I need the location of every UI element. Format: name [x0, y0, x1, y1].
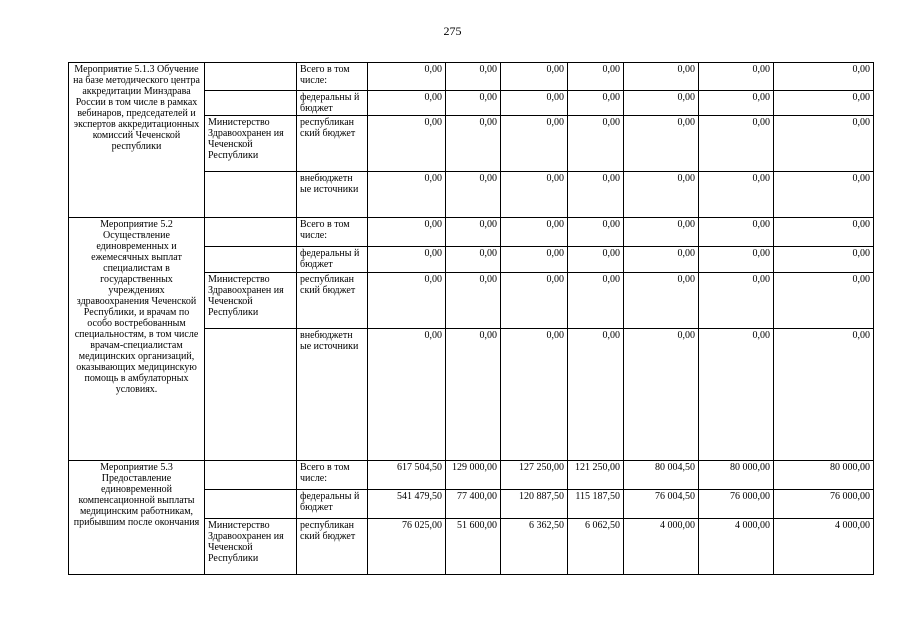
- value-cell: 0,00: [774, 91, 874, 116]
- funding-source-cell: Всего в том числе:: [297, 218, 368, 247]
- value-cell: 0,00: [568, 247, 624, 273]
- value-cell: 0,00: [368, 273, 446, 329]
- value-cell: 0,00: [568, 116, 624, 172]
- value-cell: 0,00: [501, 218, 568, 247]
- value-cell: 0,00: [501, 273, 568, 329]
- value-cell: 6 062,50: [568, 519, 624, 575]
- value-cell: 0,00: [699, 63, 774, 91]
- executor-cell-empty: [205, 329, 297, 461]
- value-cell: 121 250,00: [568, 461, 624, 490]
- value-cell: 0,00: [624, 218, 699, 247]
- value-cell: 0,00: [774, 172, 874, 218]
- executor-cell: Министерство Здравоохранен ия Чеченской Республики: [205, 519, 297, 575]
- value-cell: 80 004,50: [624, 461, 699, 490]
- value-cell: 0,00: [568, 63, 624, 91]
- value-cell: 0,00: [624, 247, 699, 273]
- funding-source-cell: федеральны й бюджет: [297, 247, 368, 273]
- executor-cell: Министерство Здравоохранен ия Чеченской Республики: [205, 273, 297, 329]
- funding-source-cell: Всего в том числе:: [297, 461, 368, 490]
- value-cell: 80 000,00: [774, 461, 874, 490]
- funding-source-cell: республикан ский бюджет: [297, 519, 368, 575]
- value-cell: 0,00: [501, 247, 568, 273]
- value-cell: 541 479,50: [368, 490, 446, 519]
- value-cell: 0,00: [568, 172, 624, 218]
- value-cell: 129 000,00: [446, 461, 501, 490]
- value-cell: 0,00: [699, 116, 774, 172]
- measure-cell: Мероприятие 5.3 Предоставление единовременной компенсационной выплаты медицинским работникам, прибывшим после окончания: [69, 461, 205, 575]
- measure-cell: Мероприятие 5.1.3 Обучение на базе методического центра аккредитации Минздрава России в том числе в рамках вебинаров, председателей и экспертов аккредитационных комиссий Чеченской республики: [69, 63, 205, 218]
- value-cell: 0,00: [446, 247, 501, 273]
- value-cell: 0,00: [446, 218, 501, 247]
- value-cell: 76 025,00: [368, 519, 446, 575]
- funding-source-cell: Всего в том числе:: [297, 63, 368, 91]
- value-cell: 0,00: [501, 63, 568, 91]
- executor-cell-empty: [205, 247, 297, 273]
- value-cell: 6 362,50: [501, 519, 568, 575]
- value-cell: 0,00: [568, 91, 624, 116]
- executor-cell-empty: [205, 172, 297, 218]
- value-cell: 0,00: [368, 329, 446, 461]
- value-cell: 0,00: [774, 116, 874, 172]
- value-cell: 0,00: [368, 91, 446, 116]
- value-cell: 0,00: [501, 329, 568, 461]
- value-cell: 51 600,00: [446, 519, 501, 575]
- value-cell: 4 000,00: [774, 519, 874, 575]
- value-cell: 127 250,00: [501, 461, 568, 490]
- value-cell: 0,00: [501, 116, 568, 172]
- value-cell: 0,00: [774, 329, 874, 461]
- table-row: [69, 218, 874, 247]
- value-cell: 76 004,50: [624, 490, 699, 519]
- value-cell: 0,00: [568, 329, 624, 461]
- value-cell: 0,00: [624, 172, 699, 218]
- funding-source-cell: федеральны й бюджет: [297, 91, 368, 116]
- value-cell: 120 887,50: [501, 490, 568, 519]
- value-cell: 0,00: [774, 63, 874, 91]
- value-cell: 0,00: [699, 273, 774, 329]
- value-cell: 0,00: [368, 172, 446, 218]
- value-cell: 0,00: [774, 247, 874, 273]
- value-cell: 0,00: [699, 218, 774, 247]
- measure-cell: Мероприятие 5.2 Осуществление единовременных и ежемесячных выплат специалистам в государственных учреждениях здравоохранения Чеченской Республики, и врачам по особо востребованным специальностям, в том числе врачам-специалистам медицинских организаций, оказывающих медицинскую помощь в амбулаторных условиях.: [69, 218, 205, 461]
- value-cell: 77 400,00: [446, 490, 501, 519]
- value-cell: 4 000,00: [699, 519, 774, 575]
- value-cell: 0,00: [699, 172, 774, 218]
- value-cell: 76 000,00: [774, 490, 874, 519]
- value-cell: 0,00: [699, 91, 774, 116]
- value-cell: 0,00: [368, 218, 446, 247]
- funding-source-cell: внебюджетн ые источники: [297, 172, 368, 218]
- value-cell: 0,00: [624, 273, 699, 329]
- value-cell: 0,00: [368, 247, 446, 273]
- executor-cell-empty: [205, 63, 297, 91]
- executor-cell-empty: [205, 461, 297, 490]
- value-cell: 0,00: [501, 172, 568, 218]
- value-cell: 0,00: [446, 329, 501, 461]
- value-cell: 0,00: [501, 91, 568, 116]
- value-cell: 0,00: [368, 63, 446, 91]
- value-cell: 76 000,00: [699, 490, 774, 519]
- value-cell: 0,00: [568, 273, 624, 329]
- value-cell: 80 000,00: [699, 461, 774, 490]
- page-number: 275: [443, 24, 462, 38]
- table-row: [69, 63, 874, 91]
- executor-cell-empty: [205, 218, 297, 247]
- table-row: [69, 461, 874, 490]
- value-cell: 617 504,50: [368, 461, 446, 490]
- value-cell: 0,00: [368, 116, 446, 172]
- executor-cell: Министерство Здравоохранен ия Чеченской Республики: [205, 116, 297, 172]
- funding-source-cell: республикан ский бюджет: [297, 273, 368, 329]
- executor-cell-empty: [205, 490, 297, 519]
- value-cell: 0,00: [446, 273, 501, 329]
- funding-source-cell: федеральны й бюджет: [297, 490, 368, 519]
- value-cell: 0,00: [624, 329, 699, 461]
- value-cell: 0,00: [774, 273, 874, 329]
- value-cell: 0,00: [446, 91, 501, 116]
- value-cell: 0,00: [624, 91, 699, 116]
- value-cell: 0,00: [446, 63, 501, 91]
- executor-cell-empty: [205, 91, 297, 116]
- value-cell: 0,00: [446, 172, 501, 218]
- value-cell: 0,00: [446, 116, 501, 172]
- budget-table: [68, 62, 874, 575]
- value-cell: 0,00: [699, 247, 774, 273]
- value-cell: 0,00: [568, 218, 624, 247]
- funding-source-cell: внебюджетн ые источники: [297, 329, 368, 461]
- value-cell: 0,00: [774, 218, 874, 247]
- value-cell: 0,00: [699, 329, 774, 461]
- value-cell: 4 000,00: [624, 519, 699, 575]
- value-cell: 115 187,50: [568, 490, 624, 519]
- value-cell: 0,00: [624, 63, 699, 91]
- value-cell: 0,00: [624, 116, 699, 172]
- funding-source-cell: республикан ский бюджет: [297, 116, 368, 172]
